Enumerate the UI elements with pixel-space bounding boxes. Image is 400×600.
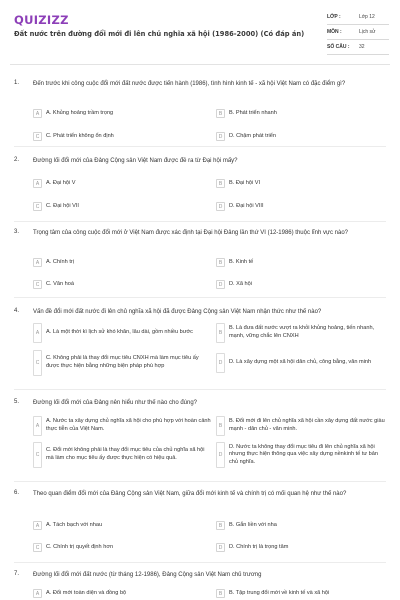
option-b[interactable] bbox=[216, 589, 329, 598]
option-letter-box: A bbox=[33, 416, 42, 436]
option-text: B. Kinh tế bbox=[229, 258, 254, 265]
question-divider bbox=[14, 297, 386, 298]
meta-value: Lớp 12 bbox=[359, 14, 375, 20]
option-text: C. Đại hội VII bbox=[46, 202, 79, 209]
option-text: A. Tách bạch với nhau bbox=[46, 521, 103, 528]
option-b[interactable] bbox=[216, 258, 253, 267]
option-text: A. Đại hội V bbox=[46, 179, 76, 186]
option-letter-box: C bbox=[33, 442, 42, 468]
option-text: C. Chính trị quyết định hơn bbox=[46, 543, 114, 550]
option-text: D. Chính trị là trọng tâm bbox=[229, 543, 289, 550]
option-text: C. Văn hoá bbox=[46, 280, 74, 287]
option-letter-box: D bbox=[216, 353, 225, 373]
option-letter-box: A bbox=[33, 521, 42, 530]
meta-key: LỚP : bbox=[327, 14, 341, 20]
option-letter-box: B bbox=[216, 179, 225, 188]
meta-value: Lịch sử bbox=[359, 29, 376, 35]
option-d[interactable] bbox=[216, 132, 276, 141]
option-b[interactable] bbox=[216, 179, 260, 188]
option-b[interactable] bbox=[216, 416, 388, 436]
option-letter-box: B bbox=[216, 589, 225, 598]
option-d[interactable] bbox=[216, 353, 388, 373]
option-d[interactable] bbox=[216, 543, 288, 552]
option-d[interactable] bbox=[216, 442, 388, 468]
question-divider bbox=[14, 481, 386, 482]
option-d[interactable] bbox=[216, 202, 264, 211]
option-letter-box: C bbox=[33, 350, 42, 376]
question-text: Trọng tâm của công cuộc đổi mới ở Việt Nam được xác định tại Đại hội Đảng lần thứ VI (12-1986) thuộc lĩnh vực nào? bbox=[33, 230, 349, 236]
option-letter-box: D bbox=[216, 543, 225, 552]
option-letter-box: B bbox=[216, 109, 225, 118]
question-text: Đường lối đổi mới của Đảng nên hiểu như thế nào cho đúng? bbox=[33, 400, 198, 406]
option-letter-box: A bbox=[33, 179, 42, 188]
option-text: C. Phát triển không ổn định bbox=[46, 132, 114, 139]
question-number: 6. bbox=[14, 490, 20, 496]
option-text: B. Là đưa đất nước vượt ra khỏi khủng hoảng, tiến nhanh, mạnh, vững chắc lên CNXH bbox=[229, 325, 375, 339]
option-text: A. Là một thời kì lịch sử khó khăn, lâu dài, gồm nhiều bước bbox=[46, 329, 193, 336]
option-text: D. Là xây dựng một xã hội dân chủ, công bằng, văn minh bbox=[229, 359, 372, 366]
option-b[interactable] bbox=[216, 323, 388, 343]
meta-key: SỐ CÂU : bbox=[327, 44, 350, 50]
meta-key: MÔN : bbox=[327, 29, 342, 35]
option-c[interactable] bbox=[33, 132, 114, 141]
option-a[interactable] bbox=[33, 258, 74, 267]
question-number: 3. bbox=[14, 229, 20, 235]
option-text: D. Nước ta không thay đổi mục tiêu đi lên chủ nghĩa xã hội nhưng thực hiện thông qua việc xây dựng nềnkinh tế tư bản chủ nghĩa. bbox=[229, 443, 379, 465]
option-text: B. Tập trung đổi mới về kinh tế và xã hội bbox=[229, 589, 330, 596]
option-a[interactable] bbox=[33, 521, 102, 530]
option-letter-box: B bbox=[216, 323, 225, 343]
option-a[interactable] bbox=[33, 109, 113, 118]
question-divider bbox=[14, 146, 386, 147]
option-letter-box: A bbox=[33, 109, 42, 118]
question-text: Vấn đề đổi mới đất nước đi lên chủ nghĩa xã hội đã được Đảng Cộng sản Việt Nam nhận thức như thế nào? bbox=[33, 309, 322, 315]
option-letter-box: D bbox=[216, 202, 225, 211]
option-letter-box: B bbox=[216, 521, 225, 530]
option-letter-box: C bbox=[33, 280, 42, 289]
option-letter-box: D bbox=[216, 442, 225, 468]
option-text: C. Đổi mới không phải là thay đổi mục tiêu của chủ nghĩa xã hội mà làm cho mục tiêu ấy được thực hiện có hiệu quả. bbox=[46, 447, 205, 461]
option-text: A. Nước ta xây dựng chủ nghĩa xã hội cho phù hợp với hoàn cảnh thực tiễn của Việt Nam. bbox=[46, 418, 211, 432]
option-b[interactable] bbox=[216, 109, 277, 118]
quizizz-logo: QUIZIZZ bbox=[14, 13, 69, 27]
question-number: 1. bbox=[14, 80, 20, 86]
option-text: B. Đổi mới đi lên chủ nghĩa xã hội cần xây dựng đất nước giàu mạnh - dân chủ - văn minh. bbox=[229, 418, 385, 432]
question-number: 7. bbox=[14, 571, 20, 577]
option-text: B. Gắn liền với nha bbox=[229, 521, 277, 528]
option-letter-box: B bbox=[216, 416, 225, 436]
option-text: B. Phát triển nhanh bbox=[229, 109, 277, 116]
option-letter-box: C bbox=[33, 543, 42, 552]
question-text: Đường lối đổi mới đất nước (từ tháng 12-1986), Đảng Cộng sản Việt Nam chủ trương bbox=[33, 572, 262, 578]
option-a[interactable] bbox=[33, 179, 76, 188]
question-number: 5. bbox=[14, 399, 20, 405]
question-divider bbox=[14, 562, 386, 563]
option-b[interactable] bbox=[216, 521, 277, 530]
option-c[interactable] bbox=[33, 280, 74, 289]
question-text: Theo quan điểm đổi mới của Đảng Cộng sản Việt Nam, giữa đổi mới kinh tế và chính trị có mối quan hệ như thế nào? bbox=[33, 491, 347, 497]
option-c[interactable] bbox=[33, 543, 113, 552]
option-letter-box: B bbox=[216, 258, 225, 267]
option-letter-box: C bbox=[33, 132, 42, 141]
option-c[interactable] bbox=[33, 442, 211, 468]
option-letter-box: A bbox=[33, 589, 42, 598]
option-text: D. Chậm phát triển bbox=[229, 132, 276, 139]
question-text: Đến trước khi công cuộc đổi mới đất nước được tiến hành (1986), tình hình kinh tế - xã hội Việt Nam có đặc điểm gì? bbox=[33, 81, 346, 87]
option-text: D. Đại hội VIII bbox=[229, 202, 264, 209]
option-a[interactable] bbox=[33, 589, 126, 598]
question-number: 4. bbox=[14, 308, 20, 314]
option-letter-box: D bbox=[216, 280, 225, 289]
option-c[interactable] bbox=[33, 202, 79, 211]
option-text: A. Đổi mới toàn diện và đồng bộ bbox=[46, 589, 127, 596]
question-divider bbox=[14, 221, 386, 222]
option-text: A. Chính trị bbox=[46, 258, 74, 265]
document-title: Đất nước trên đường đổi mới đi lên chủ nghĩa xã hội (1986-2000) (Có đáp án) bbox=[14, 30, 305, 38]
option-d[interactable] bbox=[216, 280, 252, 289]
meta-value: 32 bbox=[359, 44, 365, 50]
question-text: Đường lối đổi mới của Đảng Cộng sản Việt Nam được đề ra từ Đại hội mấy? bbox=[33, 158, 238, 164]
option-text: D. Xã hội bbox=[229, 280, 253, 287]
option-c[interactable] bbox=[33, 350, 211, 376]
option-letter-box: A bbox=[33, 323, 42, 343]
question-number: 2. bbox=[14, 157, 20, 163]
option-text: B. Đại hội VI bbox=[229, 179, 261, 186]
question-divider bbox=[14, 389, 386, 390]
option-letter-box: A bbox=[33, 258, 42, 267]
option-a[interactable] bbox=[33, 416, 211, 436]
option-a[interactable] bbox=[33, 323, 211, 343]
option-letter-box: C bbox=[33, 202, 42, 211]
option-text: A. Khủng hoảng trầm trọng bbox=[46, 109, 114, 116]
option-letter-box: D bbox=[216, 132, 225, 141]
option-text: C. Không phải là thay đổi mục tiêu CNXH mà làm mục tiêu ấy được thực hiện bằng những biện pháp phù hợp bbox=[46, 355, 199, 369]
